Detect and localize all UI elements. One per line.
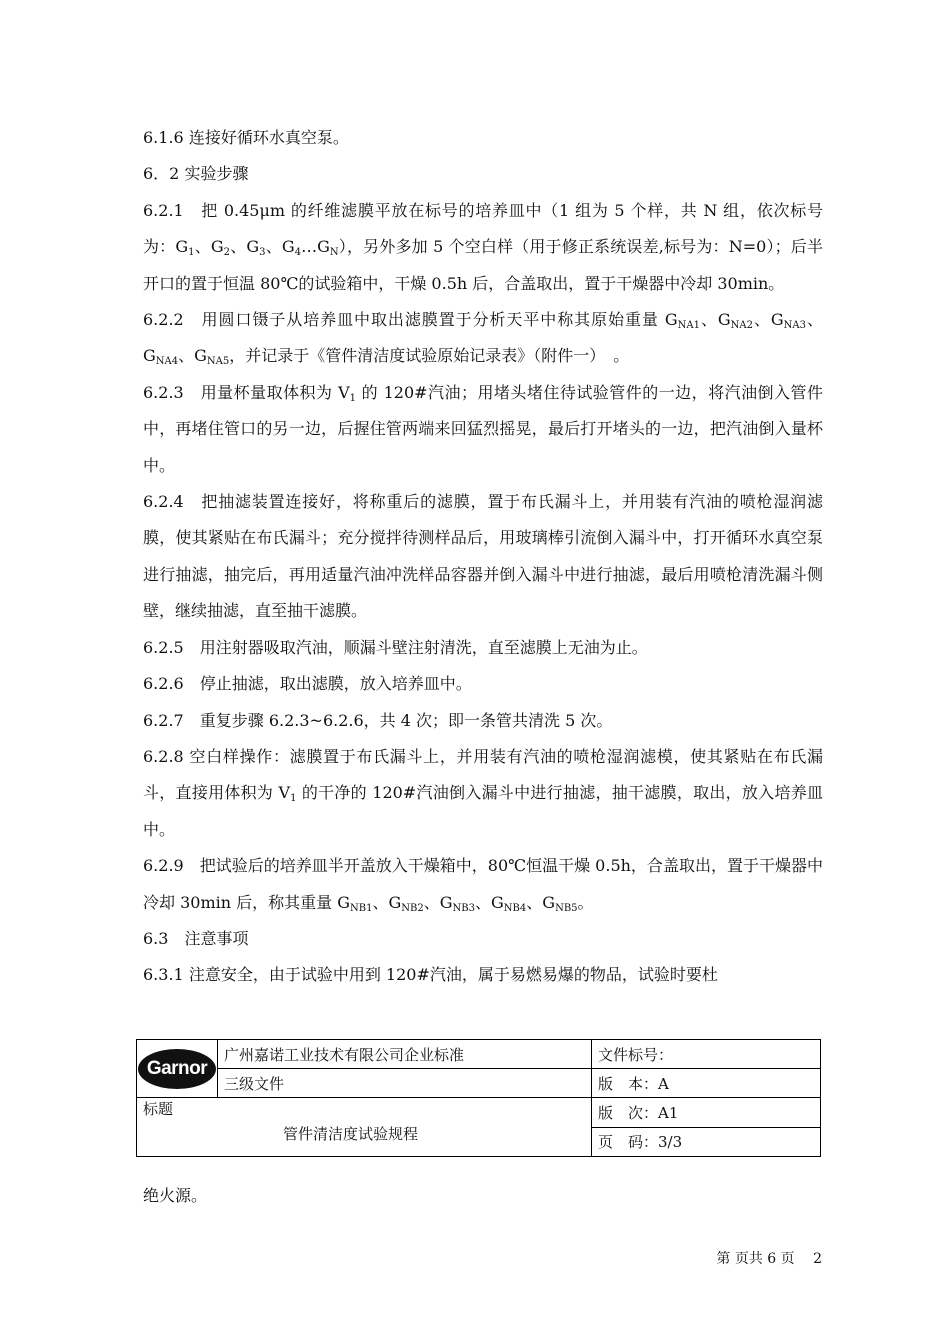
logo-cell bbox=[137, 1040, 218, 1098]
paragraph-6-2-7: 6.2.7 重复步骤 6.2.3~6.2.6，共 4 次；即一条管共清洗 5 次。 bbox=[143, 710, 613, 730]
paragraph-6-2-4: 6.2.4 把抽滤装置连接好，将称重后的滤膜，置于布氏漏斗上，并用装有汽油的喷枪湿润滤膜，使其紧贴在布氏漏斗；充分搅拌待测样品后，用玻璃棒引流倒入漏斗中，打开循环水真空泵进行抽滤，抽完后，再用适量汽油冲洗样品容器并倒入漏斗中进行抽滤，最后用喷枪清洗漏斗侧壁，继续抽滤，直至抽干滤膜。 bbox=[143, 492, 823, 621]
paragraph-6-2-3: 6.2.3 用量杯量取体积为 $V_1$ 的 120#汽油；用堵头堵住待试验管件的一边，将汽油倒入管件中，再堵住管口的另一边，后握住管两端来回猛烈摇晃，最后打开堵头的一边，把汽油倒入量杯中。 bbox=[143, 382, 823, 475]
paragraph-6-2-1: 6.2.1 把 0.45μm 的纤维滤膜平放在标号的培养皿中（1 组为 5 个样，共 N 组，依次标号为：$G_1$、$G_2$、$G_3$、$G_4\dots G_N$），另外多加 5 个空白样（用于修正系统误差,标号为：N=0）；后半开口的置于恒温 80℃的试验箱中，干燥 0.5h 后，合盖取出，置于干燥器中冷却 30min。 bbox=[143, 200, 823, 293]
page-footer: 第 页共 6 页 2 bbox=[716, 1251, 822, 1267]
edition-label: 版 本：A bbox=[592, 1069, 821, 1098]
paragraph-6-2-9: 6.2.9 把试验后的培养皿半开盖放入干燥箱中，80℃恒温干燥 0.5h，合盖取出，置于干燥器中冷却 30min 后，称其重量 $G_{NB1}$、$G_{NB2}$、$G_{NB3}$、$G_{NB4}$、$G_{NB5}$。 bbox=[143, 856, 823, 914]
page-code-label: 页 码：3/3 bbox=[592, 1127, 821, 1157]
section-heading-6-3: 6.3 注意事项 bbox=[143, 928, 249, 948]
title-label: 标题 bbox=[143, 1100, 174, 1118]
paragraph-6-3-1: 6.3.1 注意安全，由于试验中用到 120#汽油，属于易燃易爆的物品，试验时要杜 bbox=[143, 965, 718, 985]
document-title: 管件清洁度试验规程 bbox=[283, 1125, 419, 1143]
continued-text: 绝火源。 bbox=[143, 1186, 208, 1205]
document-level: 三级文件 bbox=[218, 1069, 592, 1098]
version-label: 版 次：A1 bbox=[592, 1098, 821, 1128]
paragraph-6-2-5: 6.2.5 用注射器吸取汽油，顺漏斗壁注射清洗，直至滤膜上无油为止。 bbox=[143, 637, 648, 657]
paragraph-6-2-6: 6.2.6 停止抽滤，取出滤膜，放入培养皿中。 bbox=[143, 674, 472, 694]
paragraph-6-2-2: 6.2.2 用圆口镊子从培养皿中取出滤膜置于分析天平中称其原始重量 $G_{NA1}$、$G_{NA2}$、$G_{NA3}$、$G_{NA4}$、$G_{NA5}$，并记录于《管件清洁度试验原始记录表》（附件一） 。 bbox=[143, 310, 823, 368]
paragraph-6-1-6: 6.1.6 连接好循环水真空泵。 bbox=[143, 128, 349, 147]
paragraph-6-2-8: 6.2.8 空白样操作：滤膜置于布氏漏斗上，并用装有汽油的喷枪湿润滤模，使其紧贴在布氏漏斗，直接用体积为 $V_1$ 的干净的 120#汽油倒入漏斗中进行抽滤，抽干滤膜，取出，放入培养皿中。 bbox=[143, 746, 823, 839]
garnor-logo: Garnor bbox=[138, 1049, 216, 1089]
document-body bbox=[143, 120, 823, 994]
title-cell bbox=[137, 1098, 592, 1157]
doc-number-label: 文件标号： bbox=[592, 1040, 821, 1069]
section-heading-6-2: 6．2 实验步骤 bbox=[143, 164, 249, 184]
company-name: 广州嘉诺工业技术有限公司企业标准 bbox=[218, 1040, 592, 1069]
document-header-table bbox=[136, 1039, 821, 1157]
